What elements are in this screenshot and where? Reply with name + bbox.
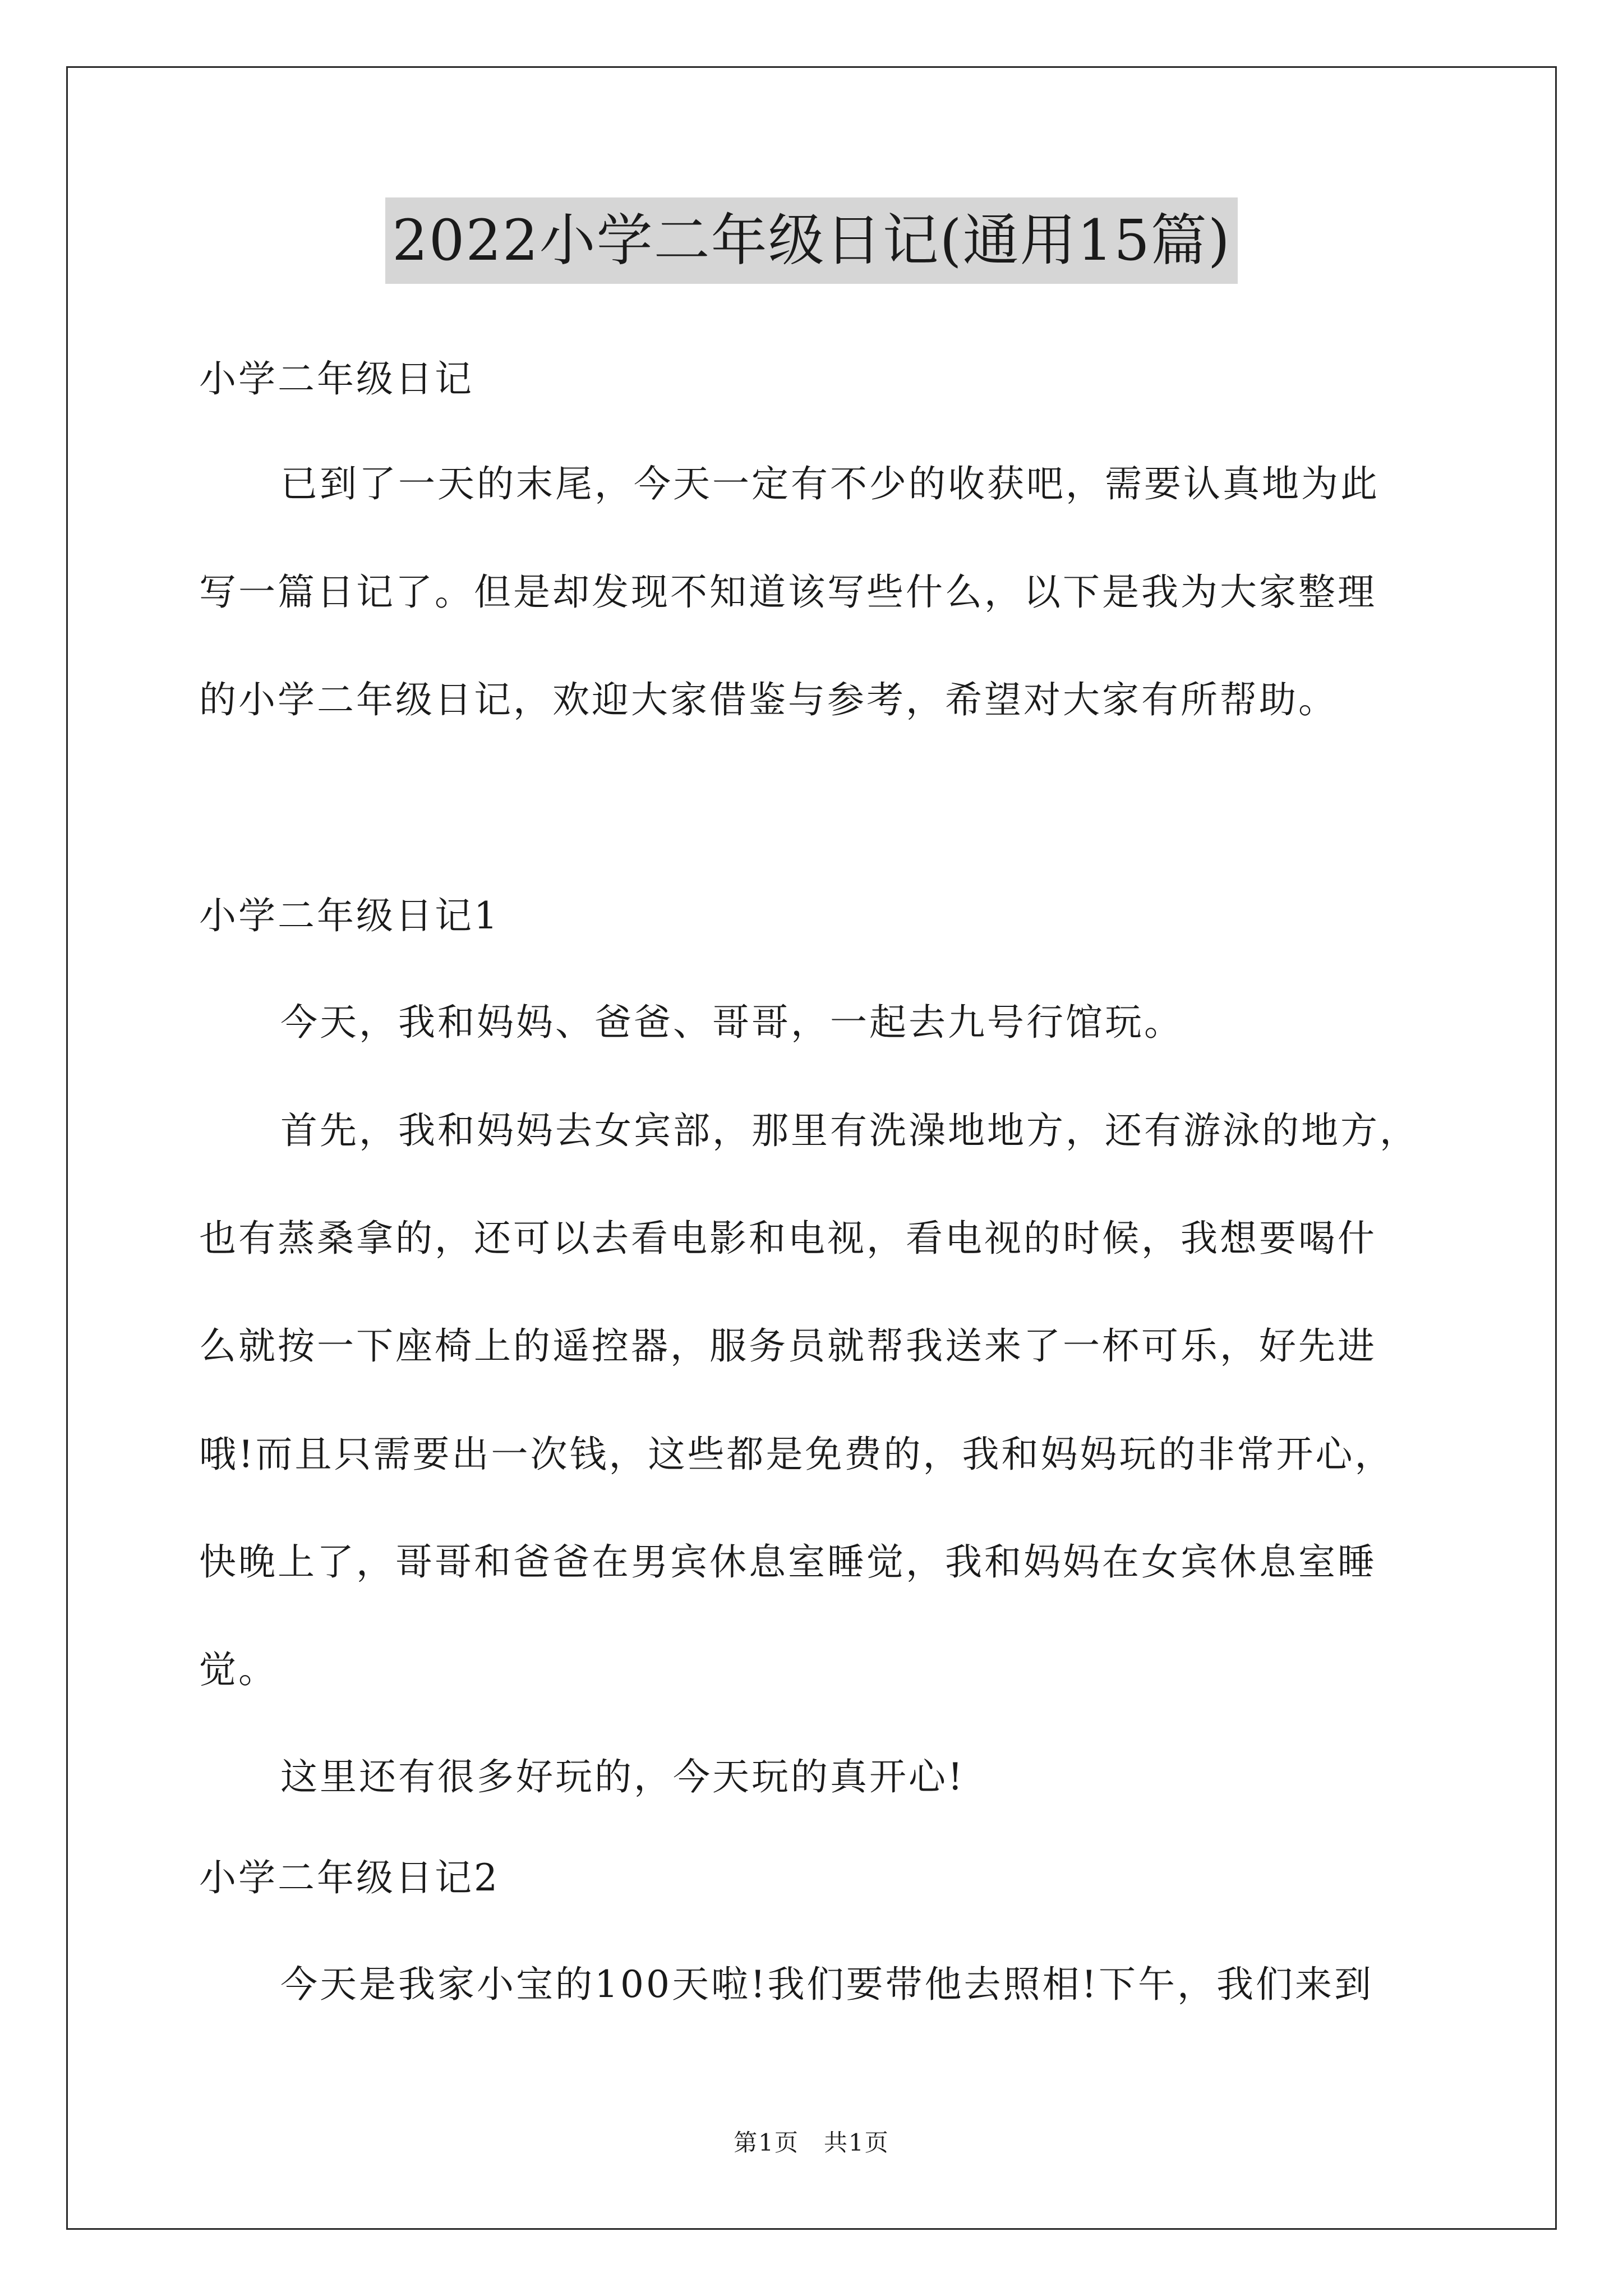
entry1-paragraph-3: 这里还有很多好玩的，今天玩的真开心! (280, 1755, 965, 1798)
intro-heading: 小学二年级日记 (199, 357, 474, 401)
document-title: 2022小学二年级日记(通用15篇) (385, 197, 1238, 284)
entry2-heading: 小学二年级日记2 (199, 1856, 500, 1899)
entry1-p2-line-1: 首先，我和妈妈去女宾部，那里有洗澡地地方，还有游泳的地方， (280, 1109, 1419, 1152)
intro-line-1: 已到了一天的末尾，今天一定有不少的收获吧，需要认真地为此 (280, 462, 1380, 505)
entry1-paragraph-1: 今天，我和妈妈、爸爸、哥哥，一起去九号行馆玩。 (280, 1001, 1183, 1044)
entry1-p2-line-5: 快晚上了，哥哥和爸爸在男宾休息室睡觉，我和妈妈在女宾休息室睡 (199, 1540, 1377, 1584)
intro-line-2: 写一篇日记了。但是却发现不知道该写些什么，以下是我为大家整理 (199, 570, 1377, 614)
entry1-p2-line-2: 也有蒸桑拿的，还可以去看电影和电视，看电视的时候，我想要喝什 (199, 1217, 1377, 1260)
entry1-p2-line-3: 么就按一下座椅上的遥控器，服务员就帮我送来了一杯可乐，好先进 (199, 1324, 1377, 1368)
entry1-p2-line-4: 哦!而且只需要出一次钱，这些都是免费的，我和妈妈玩的非常开心， (199, 1433, 1394, 1476)
page-footer: 第1页 共1页 (734, 2129, 889, 2156)
entry1-p2-line-6: 觉。 (199, 1648, 278, 1691)
entry1-heading: 小学二年级日记1 (199, 894, 500, 937)
entry2-p1-line-1: 今天是我家小宝的100天啦!我们要带他去照相!下午，我们来到 (280, 1963, 1374, 2006)
title-container (0, 197, 1623, 284)
intro-line-3: 的小学二年级日记，欢迎大家借鉴与参考，希望对大家有所帮助。 (199, 678, 1338, 721)
